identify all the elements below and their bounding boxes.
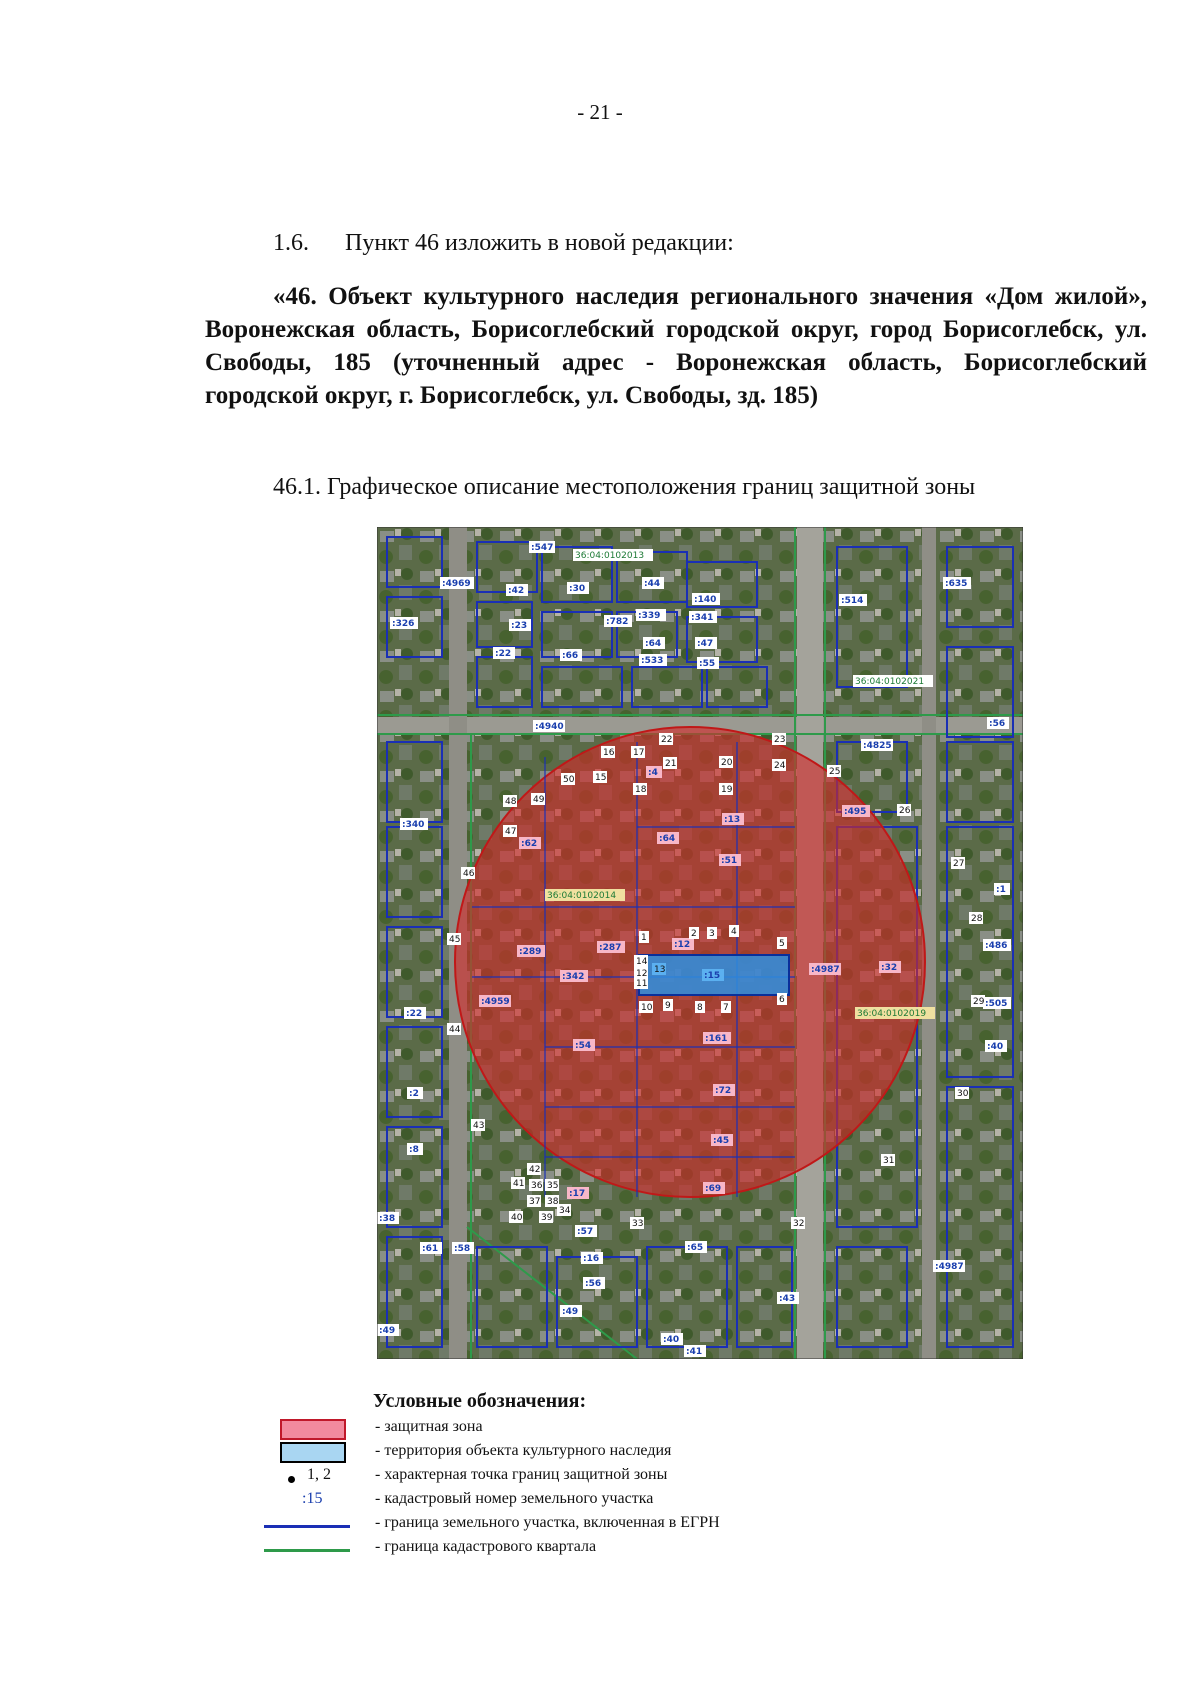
- legend-item-cadastral-number: [262, 1490, 1062, 1514]
- cadastral-number: :72: [715, 1086, 732, 1096]
- cadastral-number: :514: [841, 596, 864, 606]
- cadastral-number: :782: [606, 617, 629, 627]
- cadastral-number: :2: [409, 1089, 419, 1099]
- cadastral-number: :140: [694, 595, 717, 605]
- point-label: 20: [721, 758, 733, 768]
- cadastral-number: :326: [392, 619, 415, 629]
- cadastral-number: :12: [674, 940, 691, 950]
- point-label: 23: [774, 735, 786, 745]
- point-label: 12: [636, 969, 648, 979]
- object-description: [205, 280, 1147, 412]
- cadastral-number: :547: [531, 543, 554, 553]
- point-label: 44: [449, 1025, 461, 1035]
- legend-item-parcel-border: [262, 1514, 1062, 1538]
- cadastral-number: :40: [663, 1335, 680, 1345]
- legend-item-heritage-territory: [262, 1442, 1062, 1466]
- legend-title: Условные обозначения:: [373, 1390, 587, 1412]
- object-text: «46. Объект культурного наследия регионального значения «Дом жилой», Воронежская область, Борисоглебский городской округ, город Борисоглебск, ул. Свободы, 185 (уточненный адрес - Воронежская область, Борисоглебский городской округ, г. Борисоглебск, ул. Свободы, зд. 185): [205, 283, 1147, 409]
- cadastral-number: :56: [989, 719, 1006, 729]
- cadastral-number: :64: [659, 834, 676, 844]
- legend-symbol: [262, 1514, 348, 1538]
- legend-symbol: [262, 1418, 348, 1442]
- point-label: 2: [691, 929, 697, 939]
- cadastral-number: :40: [987, 1042, 1004, 1052]
- point-label: 7: [723, 1003, 729, 1013]
- legend-item-quarter-border: [262, 1538, 1062, 1562]
- cadastral-number: :4: [648, 768, 658, 778]
- legend-text: - защитная зона: [375, 1418, 483, 1435]
- point-label: 49: [533, 795, 545, 805]
- legend-symbol: [262, 1442, 348, 1466]
- cadastral-number: :43: [779, 1294, 796, 1304]
- cadastral-number: :4969: [442, 579, 471, 589]
- cadastral-number: :61: [422, 1244, 439, 1254]
- legend-text: - кадастровый номер земельного участка: [375, 1490, 654, 1507]
- cadastral-number: :69: [705, 1184, 722, 1194]
- cadastral-number: :32: [881, 963, 898, 973]
- point-label: 45: [449, 935, 461, 945]
- legend-text: - граница кадастрового квартала: [375, 1538, 597, 1555]
- cadastral-number: :17: [569, 1189, 586, 1199]
- point-label: 15: [595, 773, 607, 783]
- point-label: 40: [511, 1213, 523, 1223]
- cadastral-number: :495: [844, 807, 867, 817]
- blue-line-icon: [264, 1525, 350, 1528]
- cadastral-number: :486: [985, 941, 1008, 951]
- quarter-label: 36:04:0102014: [547, 891, 617, 901]
- cadastral-number: :66: [562, 651, 579, 661]
- point-label: 27: [953, 859, 965, 869]
- red-rect-icon: [280, 1419, 346, 1440]
- cadastral-number: :41: [686, 1347, 703, 1357]
- cadastral-number: :342: [562, 972, 585, 982]
- point-label: 1: [641, 933, 647, 943]
- cadastral-number: :533: [641, 656, 664, 666]
- point-label: 5: [779, 939, 785, 949]
- cadastral-number: :161: [705, 1034, 728, 1044]
- point-label: 4: [731, 927, 737, 937]
- quarter-label: 36:04:0102021: [855, 677, 925, 687]
- cadastral-number: :54: [575, 1041, 592, 1051]
- cadastral-number: :65: [687, 1243, 704, 1253]
- cadastral-number: :42: [508, 586, 525, 596]
- green-line-icon: [264, 1549, 350, 1552]
- point-label: 36: [531, 1181, 543, 1191]
- cadastral-number: :4825: [863, 741, 892, 751]
- cadastral-number: :44: [644, 579, 661, 589]
- cadastral-number: :341: [691, 613, 714, 623]
- point-label: 46: [463, 869, 475, 879]
- cadastral-number: :47: [697, 639, 714, 649]
- legend-symbol: [262, 1466, 348, 1490]
- cadastral-number: :16: [583, 1254, 600, 1264]
- quarter-label: 36:04:0102019: [857, 1009, 927, 1019]
- point-label: 9: [665, 1001, 671, 1011]
- cadastral-number: :1: [996, 885, 1006, 895]
- cadastral-number: :15: [704, 971, 721, 981]
- cadastral-number: :38: [379, 1214, 396, 1224]
- cadastral-number: :23: [511, 621, 528, 631]
- legend-text: - характерная точка границ защитной зоны: [375, 1466, 668, 1483]
- graphic-description-title: 46.1. Графическое описание местоположения границ защитной зоны: [273, 474, 976, 500]
- point-icon: [288, 1476, 295, 1483]
- point-label: 34: [559, 1206, 571, 1216]
- point-label: 48: [505, 797, 517, 807]
- point-label: 10: [641, 1003, 653, 1013]
- page-number: - 21 -: [577, 100, 623, 124]
- point-label: 30: [957, 1089, 969, 1099]
- point-label: 47: [505, 827, 517, 837]
- point-label: 6: [779, 995, 785, 1005]
- point-label: 3: [709, 929, 715, 939]
- item-heading: [273, 230, 734, 257]
- cadastral-number: :4987: [935, 1262, 964, 1272]
- cadastral-number: :8: [409, 1145, 419, 1155]
- item-number: 1.6.: [273, 230, 309, 256]
- point-label: 31: [883, 1156, 895, 1166]
- point-label: 39: [541, 1213, 553, 1223]
- legend-item-characteristic-point: [262, 1466, 1062, 1490]
- cadastral-number: :4940: [535, 722, 564, 732]
- point-label: 19: [721, 785, 733, 795]
- point-label: 42: [529, 1165, 541, 1175]
- cadastral-number: :56: [585, 1279, 602, 1289]
- point-label: 14: [636, 957, 648, 967]
- legend-text: - граница земельного участка, включенная в ЕГРН: [375, 1514, 720, 1531]
- point-label: 13: [654, 965, 666, 975]
- cadastral-number: :505: [985, 999, 1008, 1009]
- cadastral-number: :4987: [811, 965, 840, 975]
- cadastral-number: :287: [599, 943, 622, 953]
- cadastral-number: :49: [379, 1326, 396, 1336]
- cadastral-number: :49: [562, 1307, 579, 1317]
- point-label: 11: [636, 979, 648, 989]
- cadastral-number: :55: [699, 659, 716, 669]
- point-label: 35: [547, 1181, 559, 1191]
- cadastral-number: :22: [406, 1009, 423, 1019]
- legend-symbol-text: 1, 2: [307, 1466, 331, 1483]
- cadastral-number: :4959: [481, 997, 510, 1007]
- point-label: 17: [633, 748, 645, 758]
- legend-item-protection-zone: [262, 1418, 1062, 1442]
- point-label: 32: [793, 1219, 805, 1229]
- point-label: 24: [774, 761, 786, 771]
- legend-symbol: [262, 1490, 348, 1514]
- point-label: 50: [563, 775, 575, 785]
- point-label: 37: [529, 1197, 541, 1207]
- cadastral-number: :57: [577, 1227, 594, 1237]
- point-label: 33: [632, 1219, 644, 1229]
- point-label: 18: [635, 785, 647, 795]
- point-label: 41: [513, 1179, 525, 1189]
- point-label: 38: [547, 1197, 559, 1207]
- item-text: Пункт 46 изложить в новой редакции:: [345, 230, 734, 256]
- cadastral-number: :30: [569, 584, 586, 594]
- cadastral-number: :289: [519, 947, 542, 957]
- point-label: 21: [665, 759, 677, 769]
- point-label: 22: [661, 735, 673, 745]
- legend-symbol: [262, 1538, 348, 1562]
- point-label: 26: [899, 806, 911, 816]
- cadastral-number: :64: [645, 639, 662, 649]
- point-label: 8: [697, 1003, 703, 1013]
- cadastral-number: :340: [402, 820, 425, 830]
- cadastral-number: :62: [521, 839, 538, 849]
- point-label: 28: [971, 914, 983, 924]
- quarter-label: 36:04:0102013: [575, 551, 645, 561]
- cadastral-number: :51: [721, 856, 738, 866]
- cadastral-number: :45: [713, 1136, 730, 1146]
- cadastral-number: :339: [638, 611, 661, 621]
- blue-rect-icon: [280, 1442, 346, 1463]
- cadastral-number: :13: [724, 815, 741, 825]
- point-label: 43: [473, 1121, 485, 1131]
- cadastral-number: :58: [454, 1244, 471, 1254]
- legend-text: - территория объекта культурного наследия: [375, 1442, 672, 1459]
- cadastral-number: :635: [945, 579, 968, 589]
- point-label: 29: [973, 997, 985, 1007]
- protection-zone-map: [377, 527, 1023, 1359]
- point-label: 16: [603, 748, 615, 758]
- legend-symbol-text: :15: [302, 1490, 323, 1507]
- cadastral-number: :22: [495, 649, 512, 659]
- point-label: 25: [829, 767, 841, 777]
